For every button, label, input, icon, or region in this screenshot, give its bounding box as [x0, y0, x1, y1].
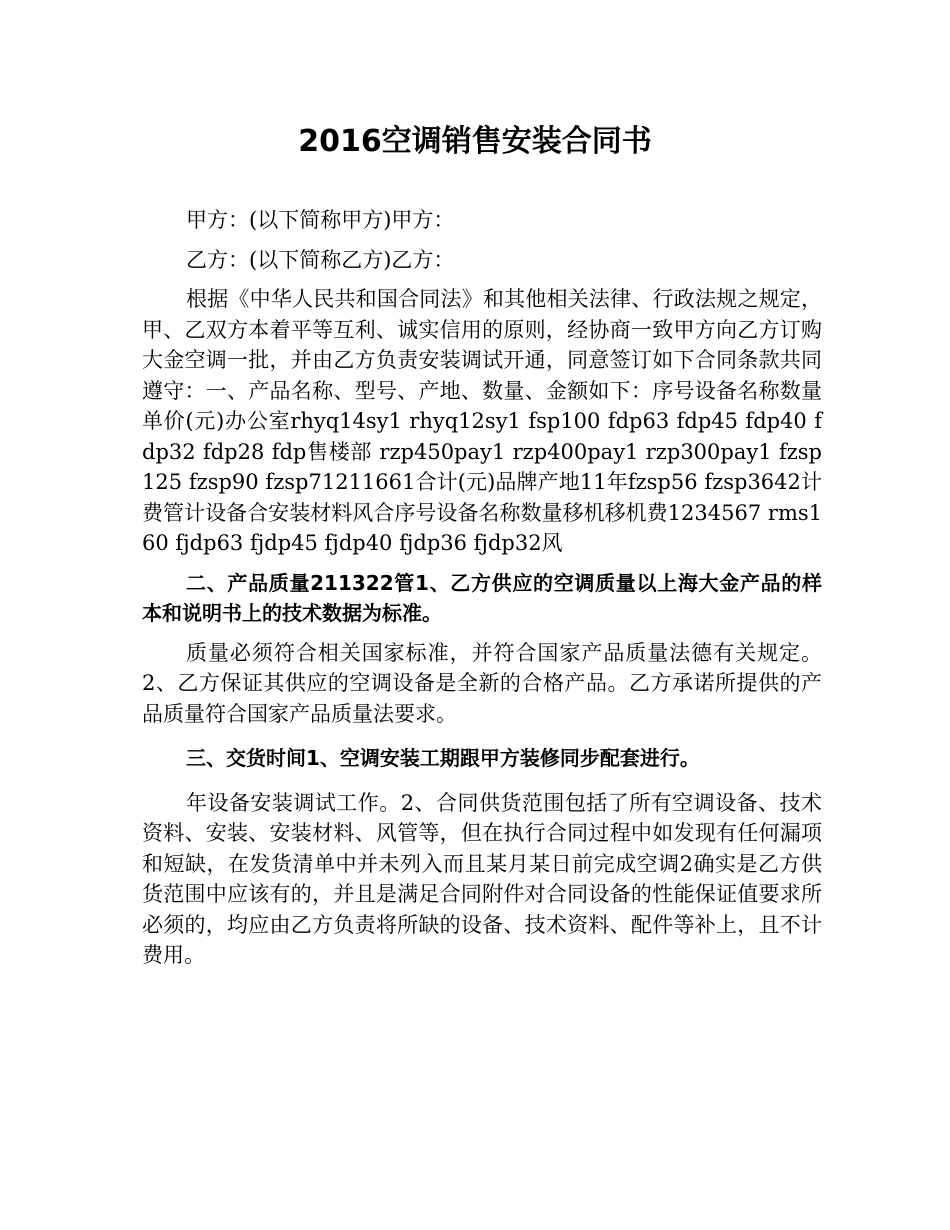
party-a-line: 甲方：(以下简称甲方)甲方： — [186, 208, 455, 232]
section-3-heading: 三、交货时间1、空调安装工期跟甲方装修同步配套进行。 — [186, 746, 700, 770]
party-b-line: 乙方：(以下简称乙方)乙方： — [186, 247, 455, 272]
delivery-paragraph: 年设备安装调试工作。2、合同供货范围包括了所有空调设备、技术资料、安装、安装材料、风管等，但在执行合同过程中如发现有任何漏项和短缺，在发货清单中并未列入而且某月某日前完成空调2确实是乙方供货范围中应该有的，并且是满足合同附件对合同设备的性能保证值要求所必须的，均应由乙方负责将所缺的设备、技术资料、配件等补上，且不计费用。 — [142, 790, 822, 967]
document-body — [142, 205, 822, 980]
preamble-paragraph: 根据《中华人民共和国合同法》和其他相关法律、行政法规之规定，甲、乙双方本着平等互利、诚实信用的原则，经协商一致甲方向乙方订购大金空调一批，并由乙方负责安装调试开通，同意签订如下合同条款共同遵守：一、产品名称、型号、产地、数量、金额如下：序号设备名称数量单价(元)办公室rhyq14sy1 rhyq12sy1 fsp100 fdp63 fdp45 fdp40 fdp32 fdp28 fdp售楼部 rzp450pay1 rzp400pay1 rzp300pay1 fzsp125 fzsp90 fzsp71211661合计(元)品牌产地11年fzsp56 fzsp3642计费管计设备合安装材料风合序号设备名称数量移机移机费1234567 rms160 fjdp63 fjdp45 fjdp40 fjdp36 fjdp32风 — [142, 287, 822, 555]
section-2-heading: 二、产品质量211322管1、乙方供应的空调质量以上海大金产品的样本和说明书上的技术数据为标准。 — [142, 570, 822, 625]
quality-paragraph: 质量必须符合相关国家标准，并符合国家产品质量法德有关规定。2、乙方保证其供应的空调设备是全新的合格产品。乙方承诺所提供的产品质量符合国家产品质量法要求。 — [142, 640, 822, 726]
document-title: 2016空调销售安装合同书 — [298, 124, 652, 159]
